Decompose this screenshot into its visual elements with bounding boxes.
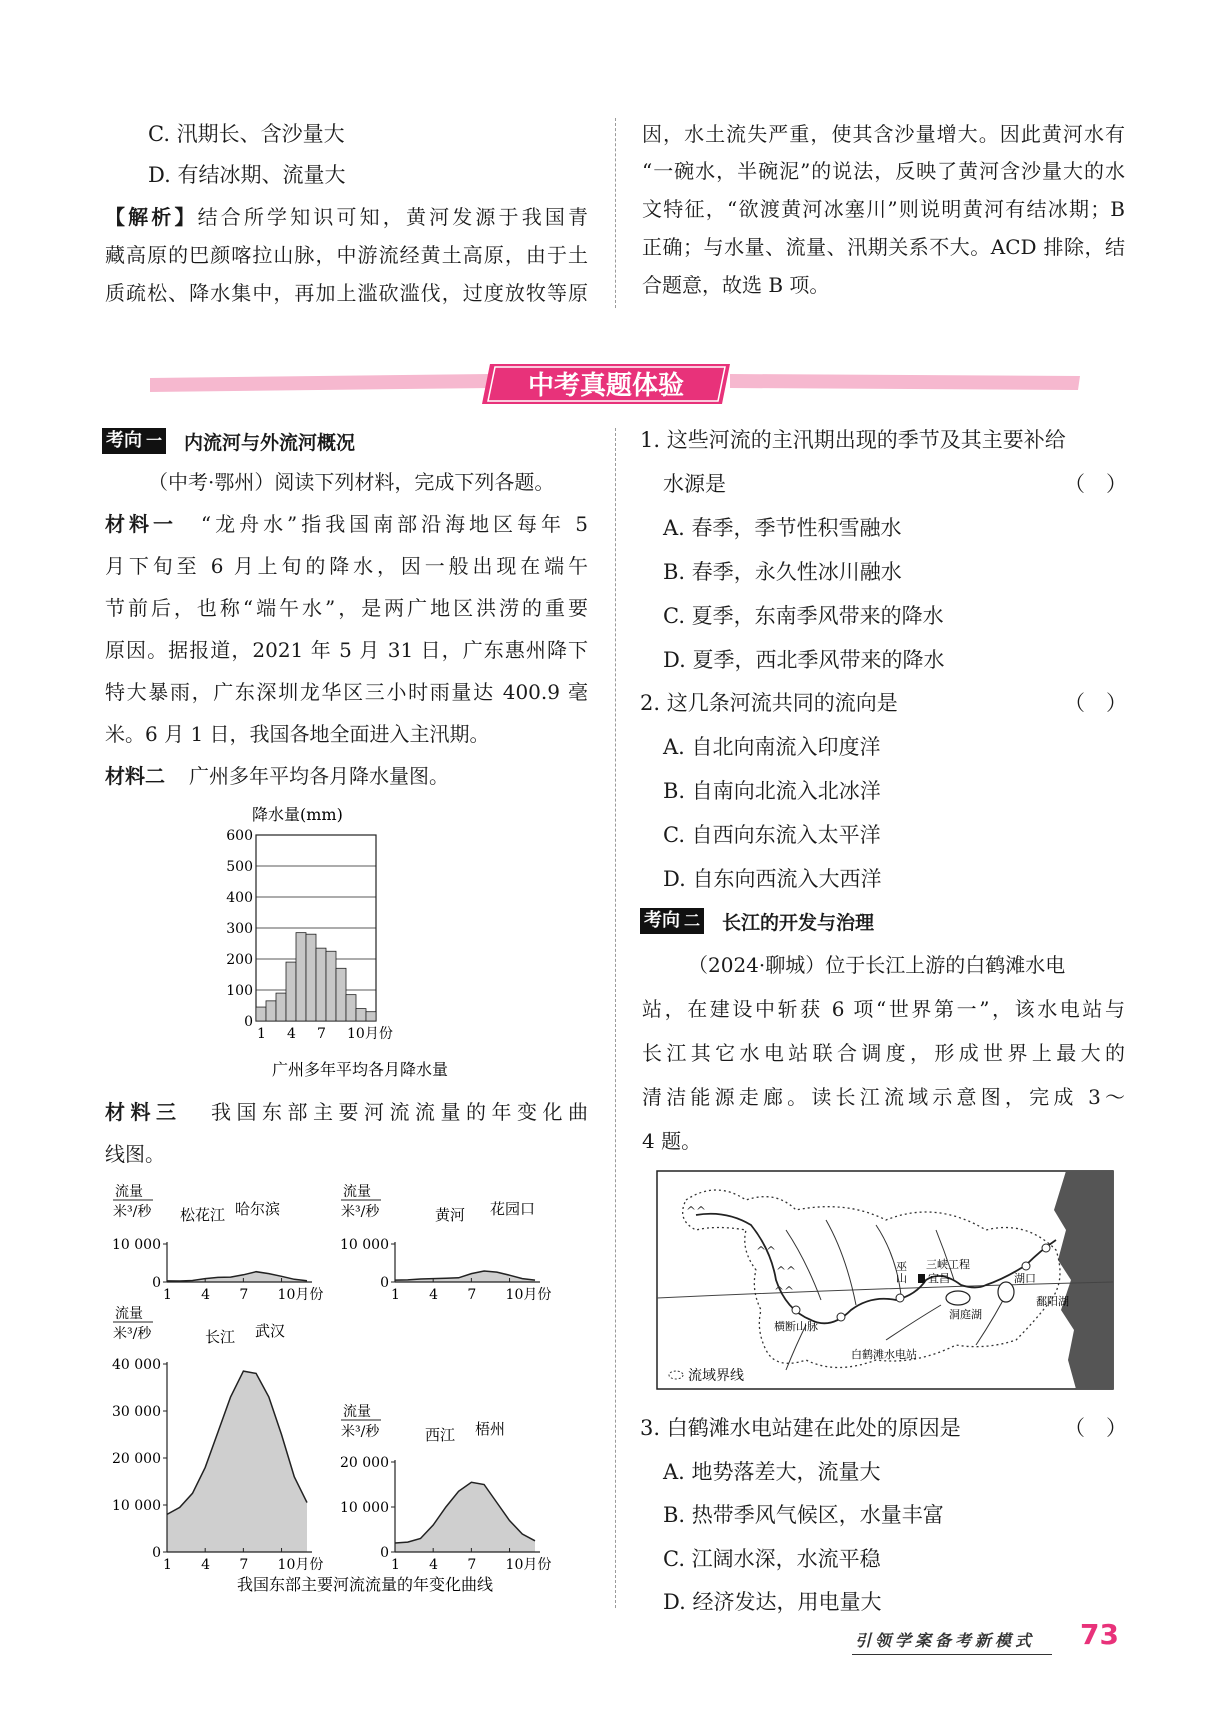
option-d: D. 有结冰期、流量大 xyxy=(148,163,346,187)
mountain-icon: ^^ xyxy=(774,1284,795,1298)
flow-ytick: 0 xyxy=(152,1545,161,1561)
precipitation-bar-11 xyxy=(356,1009,366,1021)
flow-chart-songhua xyxy=(112,1183,323,1303)
analysis-line-1: 【解析】结合所学知识可知，黄河发源于我国青 xyxy=(105,205,589,229)
analysis-right-line-4: 正确；与水量、流量、汛期关系不大。ACD 排除，结 xyxy=(642,235,1125,259)
footer-slogan: 引领学案备考新模式 xyxy=(855,1631,1036,1650)
q2-option-c: C. 自西向东流入太平洋 xyxy=(663,823,881,847)
q2-option-b: B. 自南向北流入北冰洋 xyxy=(663,779,881,803)
yangtze-basin-map xyxy=(656,1170,1114,1390)
material1-line-5: 特大暴雨，广东深圳龙华区三小时雨量达 400.9 毫 xyxy=(105,680,588,704)
material3-label: 材料三 xyxy=(105,1100,182,1124)
flow-ylabel-1: 流量 xyxy=(343,1184,371,1200)
banner-stripe-right xyxy=(730,374,1080,390)
material1-line-6: 米。6 月 1 日，我国各地全面进入主汛期。 xyxy=(105,722,490,746)
q3-option-a: A. 地势落差大，流量大 xyxy=(663,1460,881,1484)
material1-line-3: 节前后，也称“端午水”，是两广地区洪涝的重要 xyxy=(105,596,588,620)
map-label-baihetan: 白鹤滩水电站 xyxy=(851,1348,917,1361)
flow-area xyxy=(167,1371,307,1552)
page-number: 73 xyxy=(1080,1618,1119,1651)
flow-ytick: 10 000 xyxy=(340,1500,389,1516)
flow-ytick: 0 xyxy=(380,1275,389,1291)
precipitation-ylabel: 降水量(mm) xyxy=(252,805,343,824)
flow-xtick: 10月份 xyxy=(277,1557,324,1573)
flow-river-name: 松花江 xyxy=(180,1206,226,1224)
precipitation-ytick: 200 xyxy=(226,952,253,968)
section1-source: （中考·鄂州）阅读下列材料，完成下列各题。 xyxy=(148,470,555,494)
flow-station-name: 武汉 xyxy=(255,1322,286,1340)
flow-ytick: 10 000 xyxy=(340,1237,389,1253)
flow-xtick: 1 xyxy=(391,1557,400,1573)
section2-tag-num: 二 xyxy=(684,908,704,934)
section2-line-1: （2024·聊城）位于长江上游的白鹤滩水电 xyxy=(688,953,1066,977)
map-sanxia-dam xyxy=(918,1274,925,1283)
flow-river-name: 长江 xyxy=(205,1328,236,1346)
analysis-right-line-3: 文特征，“欲渡黄河冰塞川”则说明黄河有结冰期；B xyxy=(642,197,1125,221)
precipitation-bar-3 xyxy=(276,993,286,1021)
precipitation-bar-8 xyxy=(326,951,336,1021)
q1-option-c: C. 夏季，东南季风带来的降水 xyxy=(663,604,944,628)
flow-chart-huanghe xyxy=(340,1183,551,1303)
q3-option-c: C. 江阔水深，水流平稳 xyxy=(663,1547,881,1571)
column-divider-top xyxy=(615,118,616,308)
mountain-icon: ^^ xyxy=(686,1204,707,1218)
footer-rule xyxy=(852,1654,1052,1655)
mountain-icon: ^^ xyxy=(776,1264,797,1278)
flow-caption: 我国东部主要河流流量的年变化曲线 xyxy=(236,1575,494,1594)
precipitation-ytick: 600 xyxy=(226,828,253,844)
map-label-wushan-2: 山 xyxy=(896,1272,907,1285)
flow-chart-xijiang xyxy=(340,1403,551,1573)
analysis-line-2: 藏高原的巴颜喀拉山脉，中游流经黄土高原，由于土 xyxy=(105,243,588,267)
flow-xtick: 1 xyxy=(163,1287,172,1303)
precipitation-xtick: 10月份 xyxy=(347,1026,393,1042)
q3-stem: 3. 白鹤滩水电站建在此处的原因是 xyxy=(640,1416,961,1440)
precipitation-bar-4 xyxy=(286,962,296,1021)
map-label-hengduan: 横断山脉 xyxy=(774,1320,818,1333)
precipitation-bars xyxy=(256,933,376,1021)
precipitation-ytick: 300 xyxy=(226,921,253,937)
q2-option-d: D. 自东向西流入大西洋 xyxy=(663,867,882,891)
river-flow-charts xyxy=(105,1182,605,1602)
flow-xtick: 10月份 xyxy=(277,1287,324,1303)
section2-tag xyxy=(640,908,874,934)
q1-stem-line-2: 水源是 xyxy=(663,472,726,496)
flow-xtick: 7 xyxy=(467,1287,477,1303)
banner-stripe-left xyxy=(150,374,492,392)
section2-title: 长江的开发与治理 xyxy=(722,911,875,934)
flow-ylabel-1: 流量 xyxy=(115,1184,143,1200)
analysis-line-3: 质疏松、降水集中，再加上滥砍滥伐，过度放牧等原 xyxy=(105,281,588,305)
section1-tag xyxy=(102,428,355,454)
section1-tag-num: 一 xyxy=(146,428,166,454)
map-poyang-lake xyxy=(998,1282,1014,1302)
map-label-dongting: 洞庭湖 xyxy=(949,1308,982,1321)
precipitation-bar-1 xyxy=(256,1007,266,1021)
q2-option-a: A. 自北向南流入印度洋 xyxy=(663,735,881,759)
map-label-yichang: 宜昌 xyxy=(928,1272,950,1285)
analysis-right-line-1: 因，水土流失严重，使其含沙量增大。因此黄河水有 xyxy=(642,122,1125,146)
flow-ytick: 10 000 xyxy=(112,1237,161,1253)
q1-option-a: A. 春季，季节性积雪融水 xyxy=(663,516,902,540)
flow-xtick: 4 xyxy=(429,1557,439,1573)
flow-ytick: 20 000 xyxy=(340,1455,389,1471)
analysis-right-line-5: 合题意，故选 B 项。 xyxy=(642,273,830,297)
column-divider-main xyxy=(615,428,616,1608)
q3-answer-blank: （ ） xyxy=(1064,1416,1127,1440)
q1-answer-blank: （ ） xyxy=(1064,472,1127,496)
flow-ylabel-2: 米³/秒 xyxy=(113,1326,152,1342)
section2-line-3: 长江其它水电站联合调度，形成世界上最大的 xyxy=(642,1041,1125,1065)
material1-line-2: 月下旬至 6 月上旬的降水，因一般出现在端午 xyxy=(105,554,588,578)
q2-stem: 2. 这几条河流共同的流向是 xyxy=(640,691,898,715)
flow-area xyxy=(395,1482,535,1552)
q1-stem-line-1: 1. 这些河流的主汛期出现的季节及其主要补给 xyxy=(640,428,1066,452)
precipitation-ytick: 0 xyxy=(244,1014,253,1030)
flow-ylabel-1: 流量 xyxy=(115,1306,143,1322)
precipitation-xtick: 4 xyxy=(287,1026,296,1042)
map-label-sanxia: 三峡工程 xyxy=(926,1258,970,1271)
q1-option-b: B. 春季，永久性冰川融水 xyxy=(663,560,902,584)
flow-xtick: 4 xyxy=(201,1287,211,1303)
flow-ylabel-1: 流量 xyxy=(343,1404,371,1420)
precipitation-xtick: 1 xyxy=(257,1026,266,1042)
precipitation-ytick: 400 xyxy=(226,890,253,906)
map-label-poyang: 鄱阳湖 xyxy=(1036,1295,1069,1308)
flow-xtick: 4 xyxy=(201,1557,211,1573)
material3-line-1: 材料三 我国东部主要河流流量的年变化曲 xyxy=(105,1100,588,1124)
precipitation-bar-10 xyxy=(346,995,356,1021)
flow-ytick: 20 000 xyxy=(112,1451,161,1467)
mountain-icon: ^^ xyxy=(756,1244,777,1258)
q3-option-b: B. 热带季风气候区，水量丰富 xyxy=(663,1503,944,1527)
flow-chart-changjiang xyxy=(112,1305,323,1573)
flow-station-name: 花园口 xyxy=(490,1200,536,1218)
section1-title: 内流河与外流河概况 xyxy=(184,431,356,454)
analysis-right-line-2: “一碗水，半碗泥”的说法，反映了黄河含沙量大的水 xyxy=(642,159,1125,183)
map-station-4 xyxy=(1022,1262,1030,1270)
precipitation-bar-6 xyxy=(306,934,316,1021)
map-label-wushan-1: 巫 xyxy=(896,1260,907,1273)
q2-answer-blank: （ ） xyxy=(1064,691,1127,715)
section-banner xyxy=(150,362,1080,406)
map-station-3 xyxy=(896,1294,904,1302)
flow-xtick: 1 xyxy=(163,1557,172,1573)
q3-option-d: D. 经济发达，用电量大 xyxy=(663,1590,882,1614)
map-legend-label: 流域界线 xyxy=(688,1368,744,1384)
flow-ytick: 0 xyxy=(152,1275,161,1291)
flow-station-name: 哈尔滨 xyxy=(235,1200,281,1218)
flow-xtick: 7 xyxy=(467,1557,477,1573)
flow-ylabel-2: 米³/秒 xyxy=(113,1204,152,1220)
flow-xtick: 1 xyxy=(391,1287,400,1303)
flow-xtick: 7 xyxy=(239,1557,249,1573)
flow-ytick: 30 000 xyxy=(112,1404,161,1420)
precipitation-bar-5 xyxy=(296,933,306,1021)
precipitation-yticks xyxy=(226,828,253,1030)
section2-line-4: 清洁能源走廊。读长江流域示意图，完成 3～ xyxy=(642,1085,1125,1109)
flow-river-name: 西江 xyxy=(425,1426,456,1444)
precipitation-bar-12 xyxy=(366,1012,376,1021)
precipitation-xtick: 7 xyxy=(317,1026,326,1042)
flow-station-name: 梧州 xyxy=(475,1420,506,1438)
flow-ytick: 40 000 xyxy=(112,1357,161,1373)
map-station-1 xyxy=(792,1306,800,1314)
section2-line-2: 站，在建设中斩获 6 项“世界第一”，该水电站与 xyxy=(642,997,1125,1021)
map-station-5 xyxy=(1042,1244,1050,1252)
map-dongting-lake xyxy=(946,1291,970,1305)
material2-label: 材料二 xyxy=(105,764,165,788)
flow-xtick: 10月份 xyxy=(505,1287,552,1303)
precipitation-bar-2 xyxy=(266,1001,276,1021)
flow-xtick: 7 xyxy=(239,1287,249,1303)
precipitation-chart xyxy=(226,800,480,1085)
q1-option-d: D. 夏季，西北季风带来的降水 xyxy=(663,648,945,672)
section2-line-5: 4 题。 xyxy=(642,1129,702,1153)
option-c: C. 汛期长、含沙量大 xyxy=(148,122,345,146)
precipitation-xticks xyxy=(257,1026,393,1042)
material1-label: 材料一 xyxy=(105,512,177,536)
flow-xtick: 10月份 xyxy=(505,1557,552,1573)
precipitation-ytick: 100 xyxy=(226,983,253,999)
precipitation-bar-9 xyxy=(336,968,346,1021)
material3-line-2: 线图。 xyxy=(105,1142,165,1166)
flow-ytick: 0 xyxy=(380,1545,389,1561)
flow-ylabel-2: 米³/秒 xyxy=(341,1204,380,1220)
precipitation-caption: 广州多年平均各月降水量 xyxy=(271,1060,449,1079)
material1-line-1: 材料一 “龙舟水”指我国南部沿海地区每年 5 xyxy=(105,512,589,536)
section2-tag-label: 考向 xyxy=(640,908,684,934)
flow-ylabel-2: 米³/秒 xyxy=(341,1424,380,1440)
flow-xtick: 4 xyxy=(429,1287,439,1303)
section1-tag-label: 考向 xyxy=(102,428,146,454)
analysis-label: 【解析】 xyxy=(105,205,198,229)
flow-river-name: 黄河 xyxy=(435,1206,466,1224)
material2-line: 材料二 广州多年平均各月降水量图。 xyxy=(105,764,449,788)
map-station-2 xyxy=(837,1313,845,1321)
precipitation-bar-7 xyxy=(316,948,326,1021)
banner-title: 中考真题体验 xyxy=(527,371,685,401)
flow-ytick: 10 000 xyxy=(112,1498,161,1514)
material1-line-4: 原因。据报道，2021 年 5 月 31 日，广东惠州降下 xyxy=(105,638,588,662)
precipitation-ytick: 500 xyxy=(226,859,253,875)
map-label-hukou: 湖口 xyxy=(1014,1272,1036,1285)
